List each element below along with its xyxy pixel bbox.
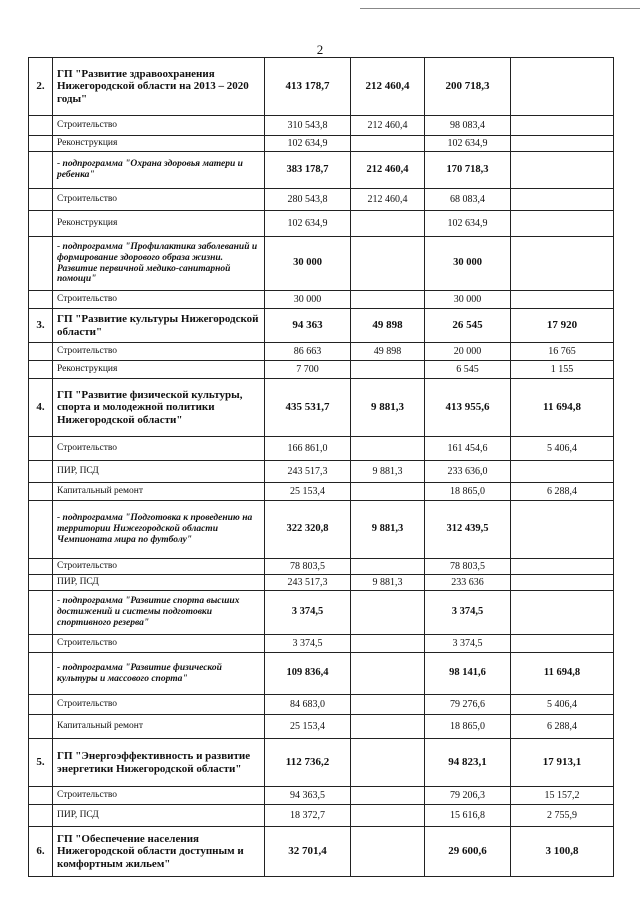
total-cell: 30 000 bbox=[265, 291, 351, 309]
subprogram-row bbox=[29, 152, 614, 189]
row-name-cell: - подпрограмма "Развитие спорта высших достижений и системы подготовки спортивного резерва" bbox=[53, 591, 265, 635]
row-name-cell: Строительство bbox=[53, 116, 265, 136]
total-cell: 243 517,3 bbox=[265, 461, 351, 483]
row-index-cell: 2. bbox=[29, 58, 53, 116]
federal-cell: 212 460,4 bbox=[351, 189, 425, 211]
federal-cell: 9 881,3 bbox=[351, 501, 425, 559]
table-row bbox=[29, 635, 614, 653]
row-name-cell: ГП "Развитие культуры Нижегородской области" bbox=[53, 309, 265, 343]
total-cell: 86 663 bbox=[265, 343, 351, 361]
row-index-cell bbox=[29, 695, 53, 715]
row-index-cell bbox=[29, 483, 53, 501]
regional-cell: 233 636,0 bbox=[425, 461, 511, 483]
local-cell: 11 694,8 bbox=[511, 379, 614, 437]
row-name-cell: Строительство bbox=[53, 189, 265, 211]
federal-cell bbox=[351, 211, 425, 237]
local-cell: 11 694,8 bbox=[511, 653, 614, 695]
regional-cell: 15 616,8 bbox=[425, 805, 511, 827]
row-index-cell bbox=[29, 715, 53, 739]
local-cell: 17 913,1 bbox=[511, 739, 614, 787]
row-index-cell bbox=[29, 136, 53, 152]
local-cell: 17 920 bbox=[511, 309, 614, 343]
federal-cell: 9 881,3 bbox=[351, 379, 425, 437]
local-cell: 16 765 bbox=[511, 343, 614, 361]
row-index-cell: 4. bbox=[29, 379, 53, 437]
regional-cell: 6 545 bbox=[425, 361, 511, 379]
row-name-cell: ГП "Развитие здравоохранения Нижегородской области на 2013 – 2020 годы" bbox=[53, 58, 265, 116]
table-row bbox=[29, 437, 614, 461]
row-index-cell bbox=[29, 805, 53, 827]
row-name-cell: ГП "Энергоэффективность и развитие энергетики Нижегородской области" bbox=[53, 739, 265, 787]
local-cell: 15 157,2 bbox=[511, 787, 614, 805]
row-name-cell: Строительство bbox=[53, 291, 265, 309]
row-name-cell: - подпрограмма "Подготовка к проведению на территории Нижегородской области Чемпионата мира по футболу" bbox=[53, 501, 265, 559]
row-name-cell: - подпрограмма "Развитие физической культуры и массового спорта" bbox=[53, 653, 265, 695]
row-index-cell bbox=[29, 559, 53, 575]
federal-cell: 9 881,3 bbox=[351, 575, 425, 591]
federal-cell bbox=[351, 805, 425, 827]
federal-cell bbox=[351, 483, 425, 501]
local-cell bbox=[511, 559, 614, 575]
federal-cell: 9 881,3 bbox=[351, 461, 425, 483]
regional-cell: 312 439,5 bbox=[425, 501, 511, 559]
federal-cell bbox=[351, 136, 425, 152]
regional-cell: 200 718,3 bbox=[425, 58, 511, 116]
program-row bbox=[29, 379, 614, 437]
total-cell: 413 178,7 bbox=[265, 58, 351, 116]
subprogram-row bbox=[29, 501, 614, 559]
local-cell bbox=[511, 591, 614, 635]
local-cell bbox=[511, 58, 614, 116]
table-row bbox=[29, 291, 614, 309]
budget-table bbox=[28, 57, 614, 877]
local-cell bbox=[511, 291, 614, 309]
regional-cell: 161 454,6 bbox=[425, 437, 511, 461]
total-cell: 102 634,9 bbox=[265, 211, 351, 237]
local-cell bbox=[511, 136, 614, 152]
total-cell: 322 320,8 bbox=[265, 501, 351, 559]
row-name-cell: Капитальный ремонт bbox=[53, 715, 265, 739]
local-cell bbox=[511, 152, 614, 189]
row-index-cell bbox=[29, 291, 53, 309]
total-cell: 7 700 bbox=[265, 361, 351, 379]
federal-cell: 212 460,4 bbox=[351, 152, 425, 189]
row-name-cell: ГП "Развитие физической культуры, спорта и молодежной политики Нижегородской области" bbox=[53, 379, 265, 437]
local-cell bbox=[511, 575, 614, 591]
row-name-cell: - подпрограмма "Профилактика заболеваний и формирование здорового образа жизни. Развитие первичной медико-санитарной помощи" bbox=[53, 237, 265, 291]
row-index-cell bbox=[29, 461, 53, 483]
local-cell bbox=[511, 461, 614, 483]
table-row bbox=[29, 343, 614, 361]
total-cell: 78 803,5 bbox=[265, 559, 351, 575]
federal-cell bbox=[351, 591, 425, 635]
row-index-cell bbox=[29, 237, 53, 291]
scan-edge-line bbox=[360, 8, 640, 9]
federal-cell bbox=[351, 827, 425, 877]
federal-cell bbox=[351, 291, 425, 309]
regional-cell: 78 803,5 bbox=[425, 559, 511, 575]
federal-cell bbox=[351, 237, 425, 291]
table-row bbox=[29, 787, 614, 805]
regional-cell: 102 634,9 bbox=[425, 136, 511, 152]
local-cell: 1 155 bbox=[511, 361, 614, 379]
total-cell: 84 683,0 bbox=[265, 695, 351, 715]
local-cell bbox=[511, 116, 614, 136]
total-cell: 109 836,4 bbox=[265, 653, 351, 695]
regional-cell: 3 374,5 bbox=[425, 591, 511, 635]
table-row bbox=[29, 211, 614, 237]
local-cell: 6 288,4 bbox=[511, 715, 614, 739]
table-row bbox=[29, 575, 614, 591]
row-index-cell bbox=[29, 361, 53, 379]
row-index-cell: 5. bbox=[29, 739, 53, 787]
federal-cell: 212 460,4 bbox=[351, 116, 425, 136]
regional-cell: 102 634,9 bbox=[425, 211, 511, 237]
federal-cell bbox=[351, 635, 425, 653]
row-index-cell bbox=[29, 343, 53, 361]
row-index-cell bbox=[29, 501, 53, 559]
total-cell: 32 701,4 bbox=[265, 827, 351, 877]
row-index-cell bbox=[29, 787, 53, 805]
table-row bbox=[29, 189, 614, 211]
row-name-cell: ГП "Обеспечение населения Нижегородской области доступным и комфортным жильем" bbox=[53, 827, 265, 877]
federal-cell: 212 460,4 bbox=[351, 58, 425, 116]
total-cell: 166 861,0 bbox=[265, 437, 351, 461]
federal-cell bbox=[351, 715, 425, 739]
table-row bbox=[29, 116, 614, 136]
regional-cell: 98 141,6 bbox=[425, 653, 511, 695]
regional-cell: 18 865,0 bbox=[425, 715, 511, 739]
row-name-cell: - подпрограмма "Охрана здоровья матери и ребенка" bbox=[53, 152, 265, 189]
row-index-cell bbox=[29, 575, 53, 591]
regional-cell: 29 600,6 bbox=[425, 827, 511, 877]
local-cell: 5 406,4 bbox=[511, 695, 614, 715]
federal-cell bbox=[351, 437, 425, 461]
federal-cell bbox=[351, 559, 425, 575]
total-cell: 30 000 bbox=[265, 237, 351, 291]
table-row bbox=[29, 805, 614, 827]
row-name-cell: Реконструкция bbox=[53, 136, 265, 152]
total-cell: 280 543,8 bbox=[265, 189, 351, 211]
subprogram-row bbox=[29, 653, 614, 695]
table-row bbox=[29, 483, 614, 501]
row-index-cell bbox=[29, 189, 53, 211]
local-cell: 2 755,9 bbox=[511, 805, 614, 827]
row-name-cell: Реконструкция bbox=[53, 361, 265, 379]
total-cell: 94 363 bbox=[265, 309, 351, 343]
local-cell: 6 288,4 bbox=[511, 483, 614, 501]
regional-cell: 20 000 bbox=[425, 343, 511, 361]
total-cell: 102 634,9 bbox=[265, 136, 351, 152]
total-cell: 18 372,7 bbox=[265, 805, 351, 827]
row-name-cell: Строительство bbox=[53, 343, 265, 361]
local-cell: 3 100,8 bbox=[511, 827, 614, 877]
row-index-cell bbox=[29, 211, 53, 237]
table-row bbox=[29, 715, 614, 739]
total-cell: 25 153,4 bbox=[265, 715, 351, 739]
row-index-cell bbox=[29, 437, 53, 461]
local-cell bbox=[511, 237, 614, 291]
table-row bbox=[29, 361, 614, 379]
total-cell: 3 374,5 bbox=[265, 635, 351, 653]
program-row bbox=[29, 309, 614, 343]
table-body bbox=[29, 58, 614, 877]
row-index-cell bbox=[29, 635, 53, 653]
row-name-cell: Строительство bbox=[53, 695, 265, 715]
regional-cell: 94 823,1 bbox=[425, 739, 511, 787]
row-name-cell: ПИР, ПСД bbox=[53, 575, 265, 591]
row-name-cell: Строительство bbox=[53, 437, 265, 461]
regional-cell: 3 374,5 bbox=[425, 635, 511, 653]
regional-cell: 413 955,6 bbox=[425, 379, 511, 437]
total-cell: 94 363,5 bbox=[265, 787, 351, 805]
row-name-cell: ПИР, ПСД bbox=[53, 461, 265, 483]
regional-cell: 79 276,6 bbox=[425, 695, 511, 715]
page-number: 2 bbox=[316, 42, 324, 57]
regional-cell: 26 545 bbox=[425, 309, 511, 343]
total-cell: 25 153,4 bbox=[265, 483, 351, 501]
total-cell: 383 178,7 bbox=[265, 152, 351, 189]
total-cell: 435 531,7 bbox=[265, 379, 351, 437]
regional-cell: 98 083,4 bbox=[425, 116, 511, 136]
federal-cell: 49 898 bbox=[351, 343, 425, 361]
regional-cell: 18 865,0 bbox=[425, 483, 511, 501]
row-name-cell: Строительство bbox=[53, 787, 265, 805]
program-row bbox=[29, 827, 614, 877]
row-name-cell: Строительство bbox=[53, 635, 265, 653]
total-cell: 243 517,3 bbox=[265, 575, 351, 591]
local-cell bbox=[511, 211, 614, 237]
federal-cell: 49 898 bbox=[351, 309, 425, 343]
total-cell: 112 736,2 bbox=[265, 739, 351, 787]
federal-cell bbox=[351, 739, 425, 787]
subprogram-row bbox=[29, 591, 614, 635]
table-row bbox=[29, 461, 614, 483]
local-cell bbox=[511, 501, 614, 559]
federal-cell bbox=[351, 695, 425, 715]
subprogram-row bbox=[29, 237, 614, 291]
table-row bbox=[29, 136, 614, 152]
row-index-cell bbox=[29, 152, 53, 189]
regional-cell: 233 636 bbox=[425, 575, 511, 591]
regional-cell: 68 083,4 bbox=[425, 189, 511, 211]
row-index-cell bbox=[29, 653, 53, 695]
table-row bbox=[29, 695, 614, 715]
total-cell: 3 374,5 bbox=[265, 591, 351, 635]
table-row bbox=[29, 559, 614, 575]
row-index-cell bbox=[29, 591, 53, 635]
regional-cell: 170 718,3 bbox=[425, 152, 511, 189]
federal-cell bbox=[351, 787, 425, 805]
local-cell: 5 406,4 bbox=[511, 437, 614, 461]
federal-cell bbox=[351, 361, 425, 379]
program-row bbox=[29, 739, 614, 787]
regional-cell: 30 000 bbox=[425, 291, 511, 309]
regional-cell: 79 206,3 bbox=[425, 787, 511, 805]
row-name-cell: Реконструкция bbox=[53, 211, 265, 237]
row-index-cell bbox=[29, 116, 53, 136]
local-cell bbox=[511, 189, 614, 211]
row-name-cell: ПИР, ПСД bbox=[53, 805, 265, 827]
regional-cell: 30 000 bbox=[425, 237, 511, 291]
program-row bbox=[29, 58, 614, 116]
row-index-cell: 6. bbox=[29, 827, 53, 877]
row-name-cell: Строительство bbox=[53, 559, 265, 575]
row-index-cell: 3. bbox=[29, 309, 53, 343]
row-name-cell: Капитальный ремонт bbox=[53, 483, 265, 501]
federal-cell bbox=[351, 653, 425, 695]
total-cell: 310 543,8 bbox=[265, 116, 351, 136]
local-cell bbox=[511, 635, 614, 653]
